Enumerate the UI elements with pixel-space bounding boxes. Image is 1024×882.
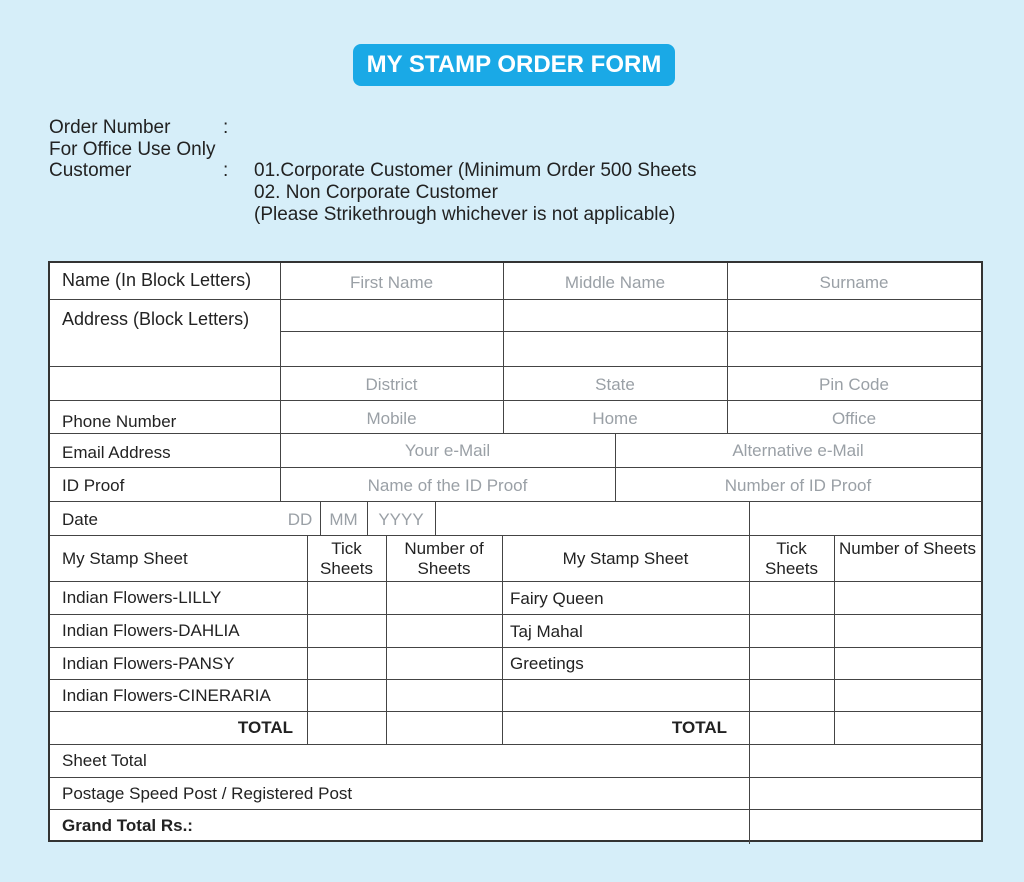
form-title: MY STAMP ORDER FORM <box>353 44 675 86</box>
sheet-count-input[interactable] <box>835 648 981 679</box>
customer-option-non-corporate: 02. Non Corporate Customer <box>254 182 498 203</box>
district-input[interactable]: District <box>365 375 418 394</box>
tick-checkbox[interactable] <box>308 648 386 679</box>
row-divider <box>50 711 981 712</box>
postage-input[interactable] <box>750 778 981 809</box>
tick-checkbox[interactable] <box>750 615 834 647</box>
tick-checkbox[interactable] <box>308 615 386 647</box>
state-input[interactable]: State <box>595 375 635 394</box>
email-input[interactable]: Your e-Mail <box>404 441 491 460</box>
alt-email-input[interactable]: Alternative e-Mail <box>732 441 864 460</box>
tick-checkbox[interactable] <box>750 582 834 614</box>
row-divider <box>50 366 981 367</box>
home-phone-input[interactable]: Home <box>592 409 638 428</box>
row-divider <box>50 400 981 401</box>
col-divider <box>435 501 436 535</box>
tick-checkbox[interactable] <box>750 648 834 679</box>
postage-label: Postage Speed Post / Registered Post <box>62 784 353 803</box>
sheet-count-input[interactable] <box>387 582 502 614</box>
sheet-count-input[interactable] <box>835 582 981 614</box>
sheet-total-label: Sheet Total <box>62 751 147 770</box>
sheet-count-input[interactable] <box>387 680 502 711</box>
stamp-sheet-header-right: My Stamp Sheet <box>562 549 689 568</box>
pin-code-input[interactable]: Pin Code <box>819 375 889 394</box>
order-form-table <box>48 261 983 842</box>
sheet-count-input[interactable] <box>387 615 502 647</box>
office-use-label: For Office Use Only <box>49 139 216 160</box>
phone-label: Phone Number <box>62 412 177 431</box>
stamp-item: Indian Flowers-PANSY <box>62 654 235 673</box>
sheet-count-input[interactable] <box>835 615 981 647</box>
customer-colon: : <box>223 160 229 181</box>
row-divider <box>50 299 981 300</box>
stamp-item: Greetings <box>510 654 584 673</box>
customer-option-corporate: 01.Corporate Customer (Minimum Order 500 Sheets <box>254 160 697 181</box>
address-label: Address (Block Letters) <box>62 309 250 329</box>
sheet-count-input[interactable] <box>387 648 502 679</box>
number-of-sheets-header-left: Number of Sheets <box>404 539 484 578</box>
date-day-input[interactable]: DD <box>287 510 313 529</box>
strikethrough-note: (Please Strikethrough whichever is not applicable) <box>254 204 676 225</box>
stamp-sheet-header-left: My Stamp Sheet <box>62 549 188 568</box>
row-divider <box>50 467 981 468</box>
total-label-left: TOTAL <box>237 718 293 737</box>
office-phone-input[interactable]: Office <box>831 409 877 428</box>
tick-checkbox[interactable] <box>308 680 386 711</box>
tick-sheets-header-right: Tick Sheets <box>765 539 818 578</box>
tick-checkbox[interactable] <box>308 582 386 614</box>
address-line1-input[interactable] <box>280 299 503 331</box>
tick-sheets-header-left: Tick Sheets <box>320 539 373 578</box>
row-divider <box>50 501 981 502</box>
grand-total-label: Grand Total Rs.: <box>62 816 193 835</box>
first-name-input[interactable]: First Name <box>349 273 434 292</box>
name-label: Name (In Block Letters) <box>62 270 252 290</box>
id-proof-number-input[interactable]: Number of ID Proof <box>724 476 872 495</box>
stamp-item: Fairy Queen <box>510 589 604 608</box>
middle-name-input[interactable]: Middle Name <box>564 273 666 292</box>
row-divider <box>50 535 981 536</box>
stamp-item: Taj Mahal <box>510 622 583 641</box>
stamp-item: Indian Flowers-LILLY <box>62 588 222 607</box>
order-number-label: Order Number <box>49 117 171 138</box>
stamp-item: Indian Flowers-CINERARIA <box>62 686 271 705</box>
date-month-input[interactable]: MM <box>329 510 358 529</box>
date-year-input[interactable]: YYYY <box>378 510 424 529</box>
row-divider <box>50 433 981 434</box>
stamp-item: Indian Flowers-DAHLIA <box>62 621 240 640</box>
id-proof-label: ID Proof <box>62 476 125 495</box>
id-proof-name-input[interactable]: Name of the ID Proof <box>367 476 528 495</box>
customer-label: Customer <box>49 160 132 181</box>
row-divider <box>50 679 981 680</box>
address-line2-input[interactable] <box>280 332 503 366</box>
sheet-total-input[interactable] <box>750 745 981 777</box>
total-label-right: TOTAL <box>671 718 727 737</box>
mobile-input[interactable]: Mobile <box>366 409 417 428</box>
grand-total-input[interactable] <box>750 810 981 840</box>
number-of-sheets-header-right: Number of Sheets <box>838 539 976 558</box>
surname-input[interactable]: Surname <box>819 273 889 292</box>
email-label: Email Address <box>62 443 171 462</box>
order-number-colon: : <box>223 117 229 138</box>
date-label: Date <box>62 510 98 529</box>
